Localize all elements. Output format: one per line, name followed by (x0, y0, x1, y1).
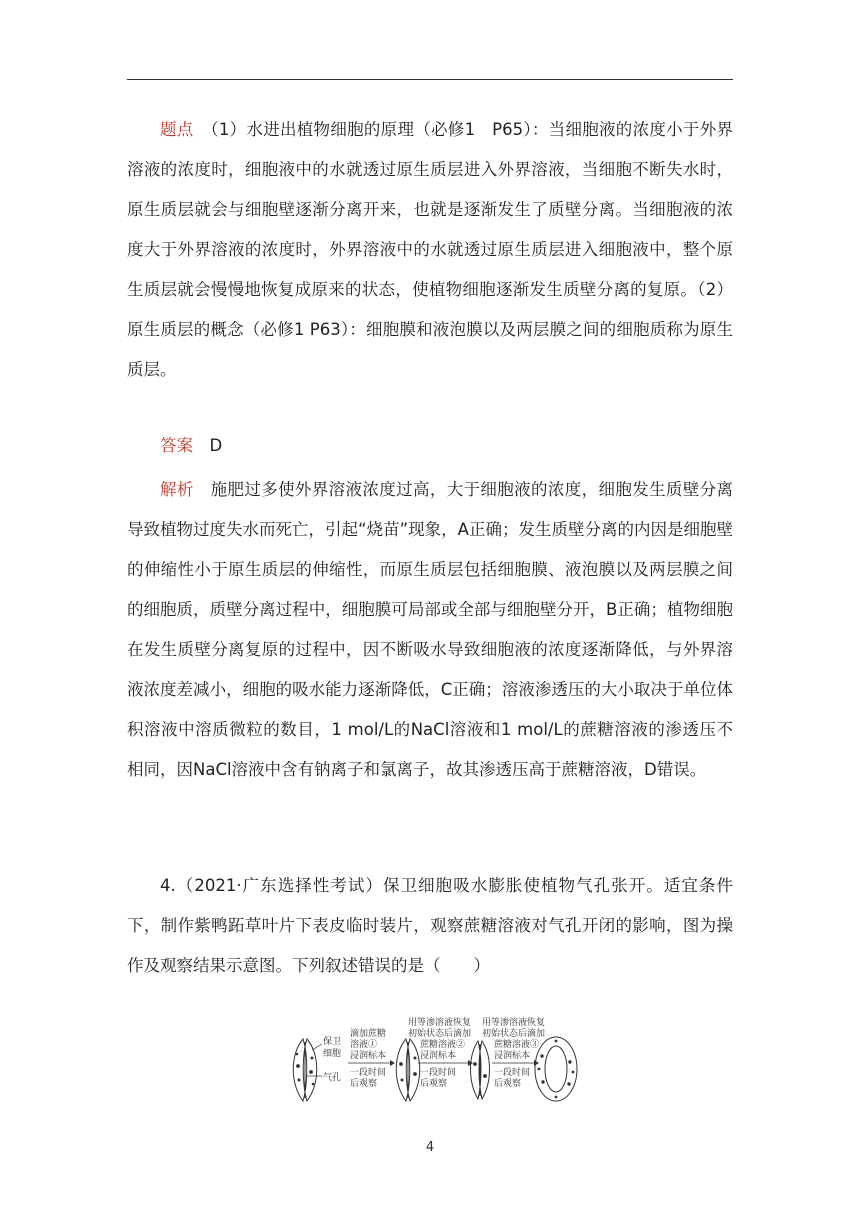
analysis-paragraph (127, 470, 733, 790)
step1-line3: 浸润标本 (350, 1051, 387, 1061)
step2-line3: 一段时间 (420, 1068, 457, 1078)
label-guard-cell-2: 细胞 (323, 1049, 342, 1059)
header-rule (127, 79, 733, 80)
label-pointer-guard-cell (312, 1044, 322, 1050)
step1-line1: 滴加蔗糖 (350, 1029, 387, 1039)
step1-line5: 后观察 (350, 1079, 378, 1089)
topic-label: 题点 (160, 120, 194, 139)
stomata-figure (286, 1014, 578, 1114)
step3-top-line1: 用等渗溶液恢复 (482, 1018, 546, 1028)
step2-line2: 浸润标本 (420, 1051, 457, 1061)
topic-text: （1）水进出植物细胞的原理（必修1 P65）：当细胞液的浓度小于外界溶液的浓度时，细胞液中的水就透过原生质层进入外界溶液，当细胞不断失水时，原生质层就会与细胞壁逐渐分离开来，也就是逐渐发生了质壁分离。当细胞液的浓度大于外界溶液的浓度时，外界溶液中的水就透过原生质层进入细胞液中，整个原生质层就会慢慢地恢复成原来的状态，使植物细胞逐渐发生质壁分离的复原。（2）原生质层的概念（必修1 P63）：细胞膜和液泡膜以及两层膜之间的细胞质称为原生质层。 (127, 120, 733, 379)
step1-arrowhead (390, 1060, 395, 1066)
step2-top-line1: 用等渗溶液恢复 (408, 1018, 472, 1028)
step3-line2: 浸润标本 (494, 1051, 531, 1061)
question-text: 4.（2021·广东选择性考试）保卫细胞吸水膨胀使植物气孔张开。适宜条件下，制作紫鸭跖草叶片下表皮临时装片，观察蔗糖溶液对气孔开闭的影响，图为操作及观察结果示意图。下列叙述错误的是（ ） (127, 876, 733, 975)
guard-cell-pair-solution-2 (471, 1041, 490, 1099)
answer-paragraph (127, 426, 733, 466)
step2-line1: 蔗糖溶液② (420, 1040, 466, 1050)
step3-line4: 后观察 (494, 1079, 522, 1089)
step3-line1: 蔗糖溶液③ (494, 1040, 540, 1050)
step2-top-line2: 初始状态后滴加 (408, 1029, 472, 1039)
topic-paragraph (127, 110, 733, 390)
answer-label: 答案 (160, 436, 193, 455)
guard-cell-pair-solution-1 (396, 1039, 420, 1101)
analysis-label: 解析 (160, 480, 194, 499)
guard-cell-pair-initial (293, 1039, 317, 1101)
step3-top-line2: 初始状态后滴加 (482, 1029, 546, 1039)
step2-line4: 后观察 (420, 1079, 448, 1089)
guard-cell-pair-open (535, 1037, 577, 1101)
page-number: 4 (425, 1140, 435, 1155)
question-paragraph (127, 866, 733, 986)
answer-text: D (209, 436, 223, 455)
stomata-figure-svg (286, 1014, 578, 1114)
label-guard-cell-1: 保卫 (323, 1037, 342, 1047)
step3-line3: 一段时间 (494, 1068, 531, 1078)
label-stoma: 气孔 (323, 1073, 342, 1083)
step1-line2: 溶液① (350, 1040, 378, 1050)
step1-line4: 一段时间 (350, 1068, 387, 1078)
analysis-text: 施肥过多使外界溶液浓度过高，大于细胞液的浓度，细胞发生质壁分离导致植物过度失水而死亡，引起“烧苗”现象，A正确；发生质壁分离的内因是细胞壁的伸缩性小于原生质层的伸缩性，而原生质层包括细胞膜、液泡膜以及两层膜之间的细胞质，质壁分离过程中，细胞膜可局部或全部与细胞壁分开，B正确；植物细胞在发生质壁分离复原的过程中，因不断吸水导致细胞液的浓度逐渐降低，与外界溶液浓度差减小，细胞的吸水能力逐渐降低，C正确；溶液渗透压的大小取决于单位体积溶液中溶质微粒的数目，1 mol/L的NaCl溶液和1 mol/L的蔗糖溶液的渗透压不相同，因NaCl溶液中含有钠离子和氯离子，故其渗透压高于蔗糖溶液，D错误。 (127, 480, 734, 779)
